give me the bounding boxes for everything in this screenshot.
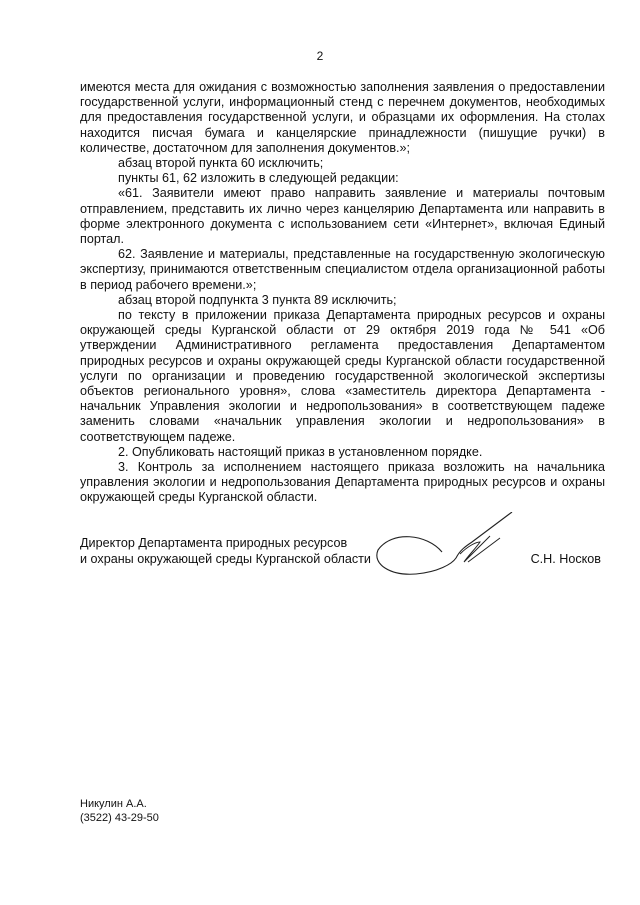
- signatory-name: С.Н. Носков: [530, 552, 601, 566]
- signature-block: [80, 535, 605, 575]
- paragraph: абзац второй пункта 60 исключить;: [118, 156, 324, 171]
- footer: [80, 797, 159, 825]
- executor-name: Никулин А.А.: [80, 798, 147, 810]
- paragraph: по тексту в приложении приказа Департамента природных ресурсов и охраны окружающей среды Курганской области от 29 октября 2019 года № 541 «Об утверждении Административного регламента предоставления Департаментом природных ресурсов и охраны окружающей среды Курганской области государственной услуги по организации и проведению государственной экологической экспертизы объектов регионального уровня», слова «заместитель директора Департамента - начальник Управления экологии и недропользования» в соответствующем падеже заменить словами «начальник управления экологии и недропользования» в соответствующем падеже.: [80, 308, 605, 444]
- paragraph: 3. Контроль за исполнением настоящего приказа возложить на начальника управления экологии и недропользования Департамента природных ресурсов и охраны окружающей среды Курганской области.: [80, 460, 605, 505]
- paragraph: «61. Заявители имеют право направить заявление и материалы почтовым отправлением, представить их лично через канцелярию Департамента или направить в форме электронного документа с использованием сети «Интернет», включая Единый портал.: [80, 186, 605, 247]
- paragraph: абзац второй подпункта 3 пункта 89 исключить;: [118, 292, 397, 307]
- paragraph: имеются места для ожидания с возможностью заполнения заявления о предоставлении государственной услуги, информационный стенд с перечнем документов, необходимых для предоставления государственной услуги, и образцами их оформления. На столах находится писчая бумага и канцелярские принадлежности (пишущие ручки) в количестве, достаточном для заполнения документов.»;: [80, 80, 605, 155]
- page-number: 2: [316, 49, 324, 63]
- signatory-position: [80, 535, 371, 567]
- document-body: [80, 80, 605, 506]
- signatory-position-line: Директор Департамента природных ресурсов: [80, 536, 348, 550]
- handwritten-signature: [372, 512, 522, 584]
- signatory-position-line: и охраны окружающей среды Курганской области: [80, 552, 371, 566]
- paragraph: 62. Заявление и материалы, представленные на государственную экологическую экспертизу, принимаются ответственным специалистом отдела организационной работы в период рабочего времени.»;: [80, 247, 605, 292]
- executor-phone: (3522) 43-29-50: [80, 812, 159, 824]
- paragraph: 2. Опубликовать настоящий приказ в установленном порядке.: [118, 444, 483, 459]
- paragraph: пункты 61, 62 изложить в следующей редакции:: [118, 171, 399, 186]
